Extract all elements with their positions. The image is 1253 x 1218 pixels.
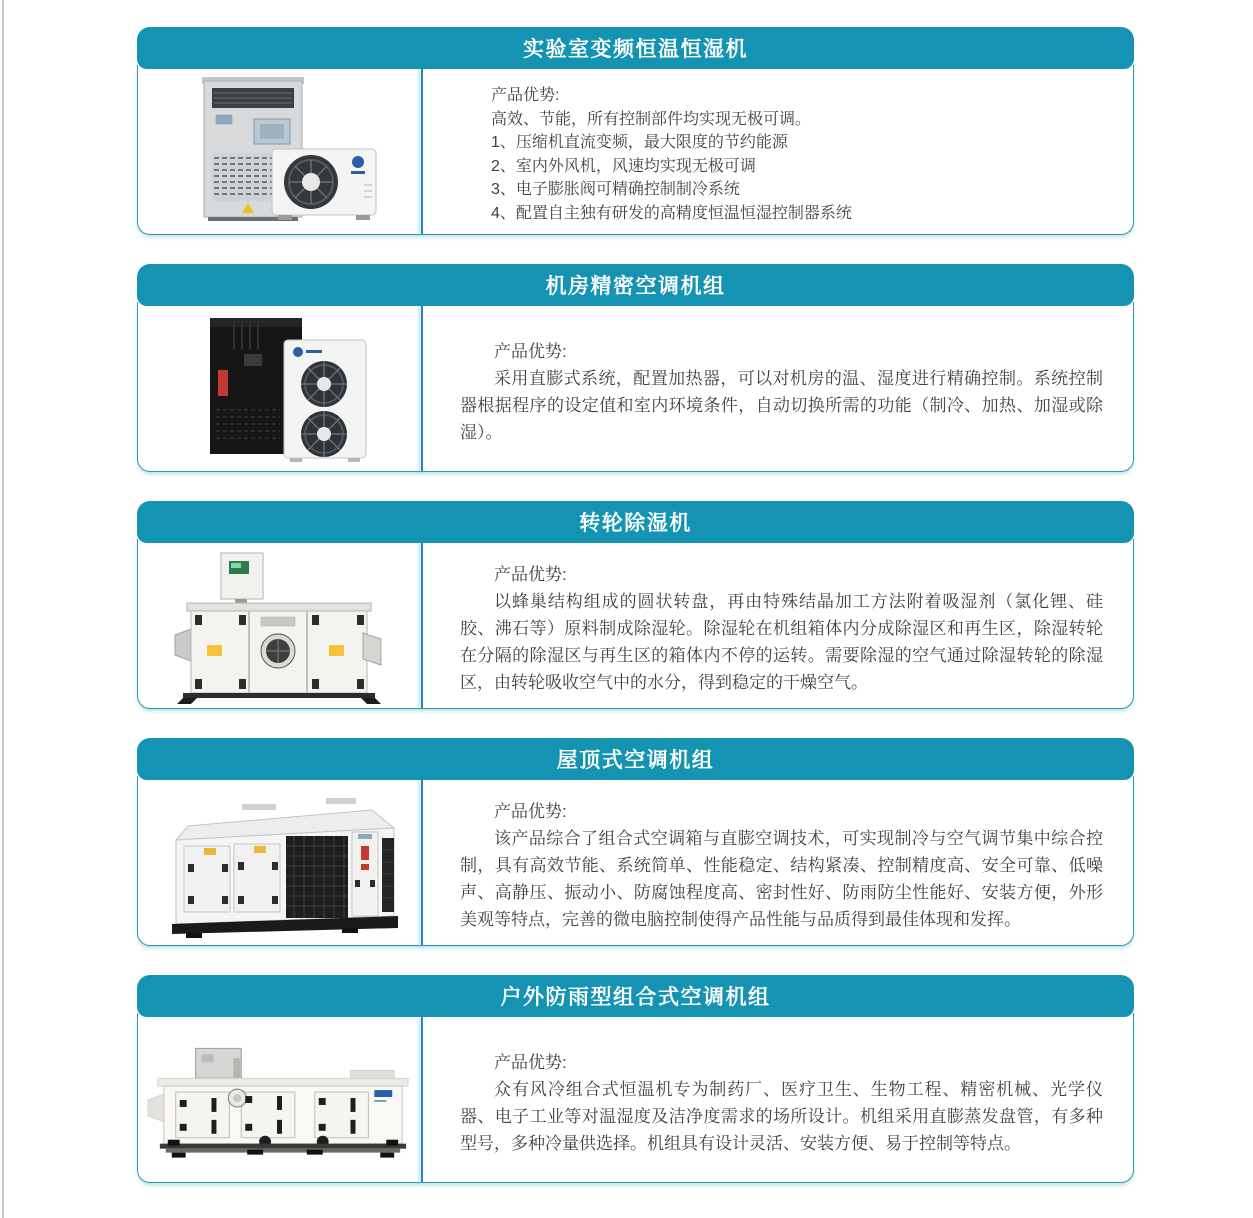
product-image-rooftop-unit xyxy=(138,780,421,945)
product-image-lab-unit xyxy=(138,69,421,234)
product-advantages xyxy=(423,306,1133,471)
product-card-body xyxy=(137,776,1134,946)
advantage-line: 3、电子膨胀阀可精确控制制冷系统 xyxy=(491,181,740,198)
product-card-precision-ac xyxy=(137,264,1134,472)
lab-unit-illustration xyxy=(172,73,387,231)
advantage-line: 2、室内外风机，风速均实现无极可调 xyxy=(491,157,756,175)
rotary-dehumidifier-illustration xyxy=(167,547,392,705)
advantage-line: 1、压缩机直流变频，最大限度的节约能源 xyxy=(491,134,788,151)
product-card-header xyxy=(137,264,1134,306)
advantages-paragraph: 采用直膨式系统，配置加热器，可以对机房的温、湿度进行精确控制。系统控制器根据程序的设定值和室内环境条件，自动切换所需的功能（制冷、加热、加湿或除湿）。 xyxy=(460,368,1103,442)
product-advantages xyxy=(423,543,1133,708)
product-title: 实验室变频恒温恒湿机 xyxy=(523,38,748,61)
advantage-line: 4、配置自主独有研发的高精度恒温恒湿控制器系统 xyxy=(491,204,852,222)
product-advantages xyxy=(423,69,1133,234)
product-advantages xyxy=(423,780,1133,945)
product-image-precision-ac xyxy=(138,306,421,471)
advantages-label: 产品优势: xyxy=(491,87,560,104)
product-card-rooftop-unit xyxy=(137,738,1134,946)
product-card-header xyxy=(137,738,1134,780)
product-advantages xyxy=(423,1017,1133,1182)
product-card-body xyxy=(137,302,1134,472)
advantages-label: 产品优势: xyxy=(494,341,567,361)
advantages-label: 产品优势: xyxy=(494,802,567,821)
product-card-header xyxy=(137,975,1134,1017)
product-card-outdoor-ahu xyxy=(137,975,1134,1183)
outdoor-ahu-illustration xyxy=(138,1030,421,1170)
product-card-body xyxy=(137,539,1134,709)
advantages-paragraph: 该产品综合了组合式空调箱与直膨空调技术，可实现制冷与空气调节集中综合控制，具有高效节能、系统简单、性能稳定、结构紧凑、控制精度高、安全可靠、低噪声、高静压、振动小、防腐蚀程度高、密封性好、防雨防尘性能好、安装方便，外形美观等特点，完善的微电脑控制使得产品性能与品质得到最佳体现和发挥。 xyxy=(460,829,1103,929)
product-title: 户外防雨型组合式空调机组 xyxy=(500,986,771,1009)
precision-ac-illustration xyxy=(172,310,387,468)
product-title: 转轮除湿机 xyxy=(579,512,692,535)
advantages-paragraph: 众有风冷组合式恒温机专为制药厂、医疗卫生、生物工程、精密机械、光学仪器、电子工业等对温湿度及洁净度需求的场所设计。机组采用直膨蒸发盘管，有多种型号，多种冷量供选择。机组具有设计灵活、安装方便、易于控制等特点。 xyxy=(460,1079,1103,1153)
product-title: 机房精密空调机组 xyxy=(545,275,726,298)
product-card-body xyxy=(137,1013,1134,1183)
product-title: 屋顶式空调机组 xyxy=(556,749,715,772)
product-card-header xyxy=(137,27,1134,69)
product-card-header xyxy=(137,501,1134,543)
advantages-paragraph: 以蜂巢结构组成的圆状转盘，再由特殊结晶加工方法附着吸湿剂（氯化锂、硅胶、沸石等）原料制成除湿轮。除湿轮在机组箱体内分成除湿区和再生区，除湿转轮在分隔的除湿区与再生区的箱体内不停的运转。需要除湿的空气通过除湿转轮的除湿区，由转轮吸收空气中的水分，得到稳定的干燥空气。 xyxy=(460,592,1103,692)
product-card-lab-unit xyxy=(137,27,1134,235)
product-card-body xyxy=(137,65,1134,235)
product-image-rotary-dehumidifier xyxy=(138,543,421,708)
advantage-line: 高效、节能，所有控制部件均实现无极可调。 xyxy=(491,110,812,128)
advantages-label: 产品优势: xyxy=(494,565,567,584)
product-card-rotary-dehumidifier xyxy=(137,501,1134,709)
product-image-outdoor-ahu xyxy=(138,1017,421,1182)
advantages-label: 产品优势: xyxy=(494,1052,567,1072)
rooftop-unit-illustration xyxy=(146,784,414,942)
